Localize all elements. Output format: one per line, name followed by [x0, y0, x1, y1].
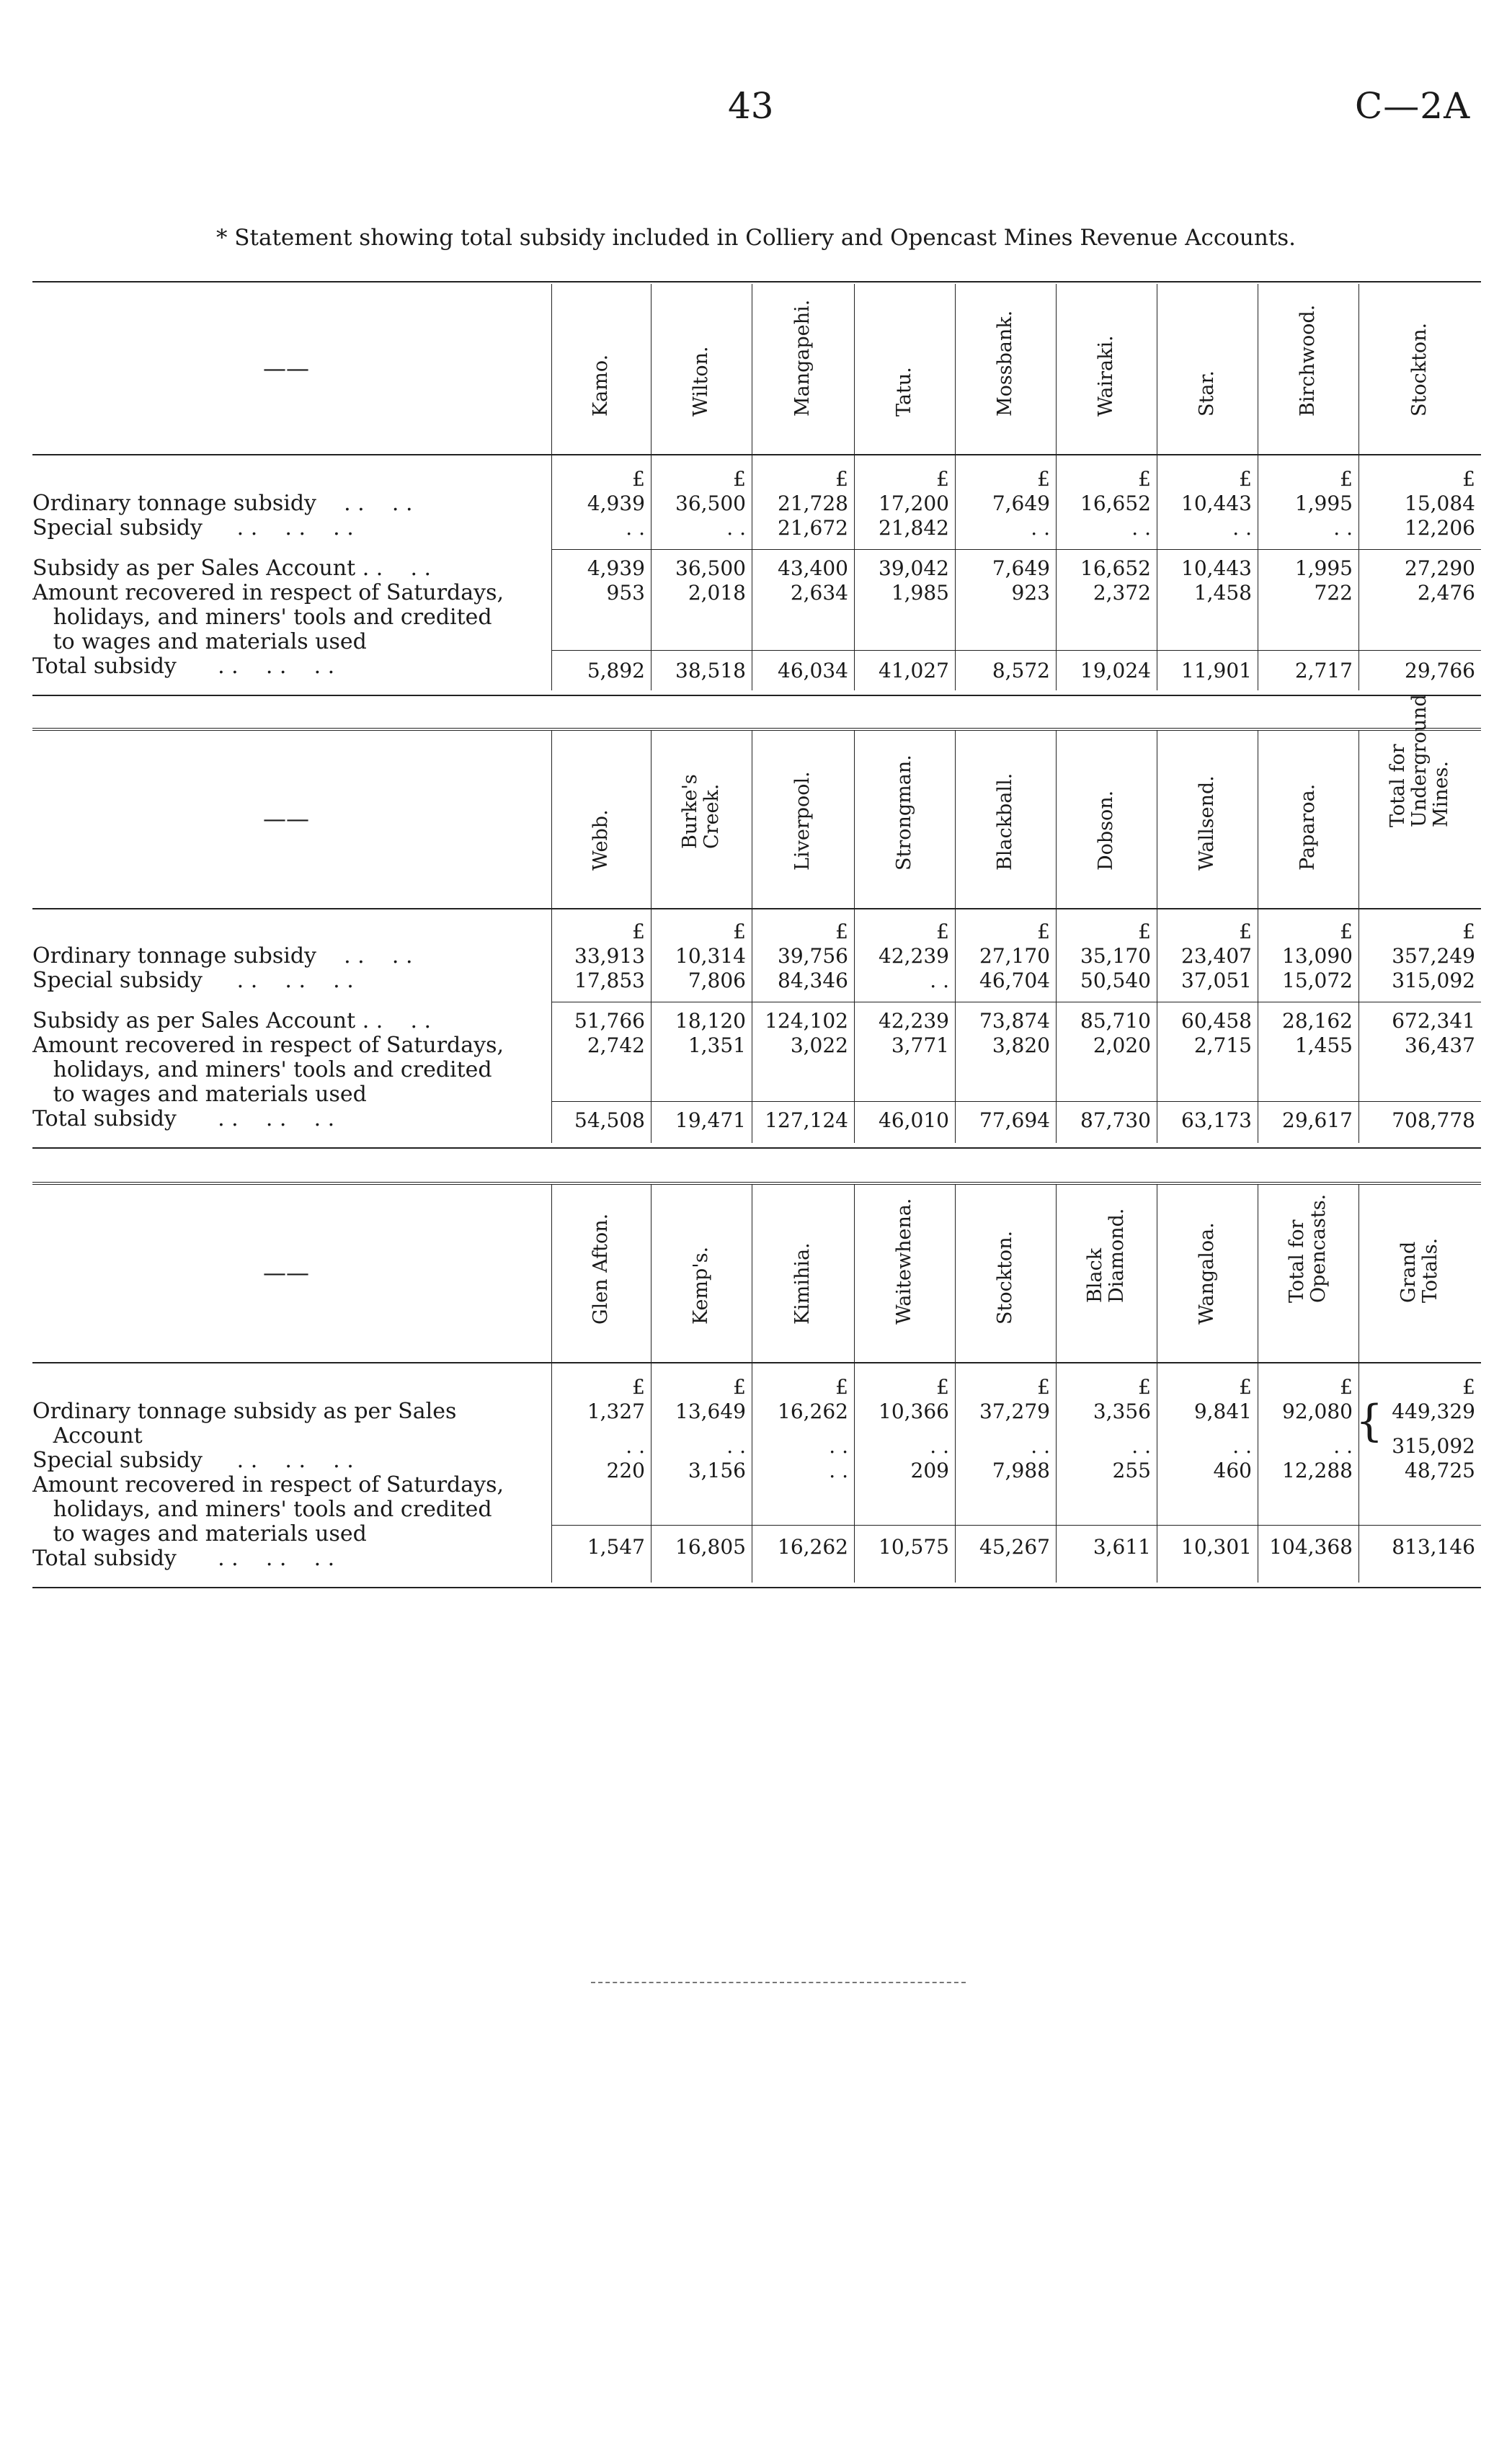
- table-cell: £: [835, 920, 848, 943]
- column-header-text: Liverpool.: [791, 771, 814, 871]
- column-header-text: Waitewhena.: [893, 1198, 915, 1325]
- row-label: to wages and materials used: [32, 629, 367, 654]
- row-label: Ordinary tonnage subsidy . . . .: [32, 943, 413, 969]
- row-label: Special subsidy . . . . . .: [32, 968, 354, 993]
- table-cell: 43,400: [778, 556, 848, 580]
- table-cell: 11,901: [1181, 659, 1252, 682]
- table-bottom-rule: [32, 695, 1481, 696]
- table-cell: . .: [1131, 1434, 1151, 1458]
- column-header-text: Stockton.: [994, 1230, 1016, 1325]
- table-cell: 38,518: [675, 659, 746, 682]
- table-cell: £: [1462, 467, 1475, 491]
- table-cell: 36,437: [1405, 1033, 1475, 1057]
- table-cell: 357,249: [1392, 944, 1475, 968]
- table-cell: 10,301: [1181, 1535, 1252, 1559]
- table-cell: 4,939: [587, 556, 645, 580]
- table-cell: £: [733, 467, 746, 491]
- table-cell: 7,649: [992, 491, 1050, 515]
- column-header-text: Webb.: [590, 809, 612, 871]
- table-cell: 50,540: [1080, 969, 1151, 992]
- row-label: Subsidy as per Sales Account . . . .: [32, 556, 432, 581]
- column-header-text: Kimihia.: [791, 1242, 814, 1325]
- table-cell: 60,458: [1181, 1009, 1252, 1033]
- table-cell: £: [835, 467, 848, 491]
- table-cell: 16,652: [1080, 556, 1151, 580]
- table-cell: 85,710: [1080, 1009, 1151, 1033]
- table-cell: 39,042: [879, 556, 949, 580]
- header-rule: [32, 908, 1481, 909]
- table-cell: 8,572: [992, 659, 1050, 682]
- table-cell: 77,694: [979, 1108, 1050, 1132]
- table-cell: 19,471: [675, 1108, 746, 1132]
- table-cell: 28,162: [1282, 1009, 1353, 1033]
- column-header-text: Total for Opencasts.: [1286, 1193, 1330, 1303]
- table-cell: 10,314: [675, 944, 746, 968]
- table-cell: £: [936, 1375, 949, 1399]
- column-header-text: Paparoa.: [1297, 783, 1319, 871]
- table-cell: 46,034: [778, 659, 848, 682]
- table-cell: 7,806: [688, 969, 746, 992]
- table-cell: £: [1037, 467, 1050, 491]
- table-cell: 672,341: [1392, 1009, 1475, 1033]
- table-cell: 21,672: [778, 516, 848, 540]
- table-cell: 10,366: [879, 1400, 949, 1423]
- table-cell: 10,575: [879, 1535, 949, 1559]
- table-cell: £: [835, 1375, 848, 1399]
- table-cell: 315,092: [1392, 1434, 1475, 1458]
- table-cell: 73,874: [979, 1009, 1050, 1033]
- table-cell: 2,476: [1417, 581, 1475, 605]
- table-cell: 84,346: [778, 969, 848, 992]
- row-label: Account: [32, 1423, 143, 1449]
- column-header-text: Stockton.: [1408, 322, 1431, 417]
- table-cell: 953: [606, 581, 645, 605]
- table-cell: 1,455: [1294, 1033, 1353, 1057]
- column-header-text: Glen Afton.: [590, 1213, 612, 1325]
- table-cell: 46,010: [879, 1108, 949, 1132]
- table-cell: 1,995: [1294, 556, 1353, 580]
- table-cell: £: [1138, 1375, 1151, 1399]
- table-cell: 54,508: [574, 1108, 645, 1132]
- row-label: Subsidy as per Sales Account . . . .: [32, 1008, 432, 1033]
- table-cell: 3,820: [992, 1033, 1050, 1057]
- table-cell: 2,634: [790, 581, 848, 605]
- table-cell: £: [1138, 920, 1151, 943]
- subtotal-rule: [551, 549, 1481, 550]
- table-cell: £: [936, 467, 949, 491]
- table-cell: . .: [829, 1459, 848, 1482]
- table-cell: 42,239: [879, 944, 949, 968]
- table-cell: . .: [829, 1434, 848, 1458]
- table-cell: 48,725: [1405, 1459, 1475, 1482]
- table-cell: 21,728: [778, 491, 848, 515]
- table-cell: £: [1340, 920, 1353, 943]
- table-cell: 39,756: [778, 944, 848, 968]
- table-cell: 27,170: [979, 944, 1050, 968]
- stub-heading: ——: [263, 1259, 309, 1286]
- column-header-text: Kemp's.: [690, 1246, 712, 1325]
- header-rule: [32, 454, 1481, 455]
- column-header-text: Total for Underground Mines.: [1387, 694, 1452, 827]
- column-header-text: Wangaloa.: [1196, 1222, 1218, 1325]
- table-cell: 7,649: [992, 556, 1050, 580]
- total-rule: [551, 1101, 1481, 1102]
- table-cell: 46,704: [979, 969, 1050, 992]
- table-top-rule: [32, 1182, 1481, 1185]
- column-header-text: Wairaki.: [1095, 335, 1117, 417]
- column-header-text: Blackball.: [994, 773, 1016, 871]
- table-cell: £: [733, 920, 746, 943]
- table-cell: £: [1239, 1375, 1252, 1399]
- stub-heading: ——: [263, 355, 309, 382]
- table-cell: 12,288: [1282, 1459, 1353, 1482]
- table-cell: £: [1340, 1375, 1353, 1399]
- row-label: Total subsidy . . . . . .: [32, 1106, 335, 1131]
- table-cell: 2,717: [1294, 659, 1353, 682]
- table-cell: 220: [606, 1459, 645, 1482]
- header-rule: [32, 1362, 1481, 1363]
- table-cell: 1,327: [587, 1400, 645, 1423]
- table-cell: . .: [1131, 516, 1151, 540]
- table-cell: 51,766: [574, 1009, 645, 1033]
- column-header-text: Kamo.: [590, 354, 612, 417]
- table-opencast: [32, 1182, 1481, 1686]
- table-cell: 209: [910, 1459, 949, 1482]
- column-header-text: Grand Totals.: [1397, 1237, 1441, 1303]
- table-cell: . .: [1031, 1434, 1050, 1458]
- table-cell: 1,351: [688, 1033, 746, 1057]
- table-cell: . .: [1232, 1434, 1252, 1458]
- row-label: holidays, and miners' tools and credited: [32, 605, 492, 630]
- table-cell: 1,458: [1193, 581, 1252, 605]
- end-rule: [591, 1982, 966, 1983]
- table-cell: £: [1037, 1375, 1050, 1399]
- table-cell: 722: [1314, 581, 1353, 605]
- column-header-text: Burke's Creek.: [679, 774, 723, 849]
- row-label: Special subsidy . . . . . .: [32, 515, 354, 540]
- table-cell: 3,156: [688, 1459, 746, 1482]
- column-header-text: Wilton.: [690, 346, 712, 417]
- table-cell: £: [632, 1375, 645, 1399]
- table-cell: 10,443: [1181, 491, 1252, 515]
- table-cell: 2,020: [1093, 1033, 1151, 1057]
- row-label: to wages and materials used: [32, 1082, 367, 1107]
- table-cell: 2,742: [587, 1033, 645, 1057]
- page-reference: C—2A: [1355, 85, 1471, 127]
- table-cell: £: [936, 920, 949, 943]
- table-cell: 1,985: [891, 581, 949, 605]
- row-label: Total subsidy . . . . . .: [32, 1546, 335, 1571]
- table-cell: 17,200: [879, 491, 949, 515]
- column-header-text: Star.: [1196, 370, 1218, 417]
- table-cell: 2,018: [688, 581, 746, 605]
- table-cell: 2,372: [1093, 581, 1151, 605]
- table-bottom-rule: [32, 1147, 1481, 1149]
- row-label: Special subsidy . . . . . .: [32, 1448, 354, 1473]
- table-cell: 15,084: [1405, 491, 1475, 515]
- table-cell: 13,649: [675, 1400, 746, 1423]
- table-cell: 449,329: [1392, 1400, 1475, 1423]
- table-cell: 12,206: [1405, 516, 1475, 540]
- table-cell: 813,146: [1392, 1535, 1475, 1559]
- table-cell: 9,841: [1193, 1400, 1252, 1423]
- table-cell: £: [1138, 467, 1151, 491]
- table-cell: 16,652: [1080, 491, 1151, 515]
- table-cell: 3,771: [891, 1033, 949, 1057]
- table-cell: . .: [626, 1434, 645, 1458]
- table-colliery-west: [32, 694, 1481, 1182]
- table-cell: 16,805: [675, 1535, 746, 1559]
- column-header-text: Birchwood.: [1297, 304, 1319, 417]
- table-cell: . .: [1333, 1434, 1353, 1458]
- table-cell: £: [632, 920, 645, 943]
- table-cell: 13,090: [1282, 944, 1353, 968]
- column-header-text: Strongman.: [893, 755, 915, 871]
- table-cell: 63,173: [1181, 1108, 1252, 1132]
- table-colliery-north: [32, 281, 1481, 728]
- table-cell: £: [1340, 467, 1353, 491]
- column-header-text: Black Diamond.: [1084, 1208, 1128, 1303]
- table-cell: 104,368: [1269, 1535, 1353, 1559]
- column-header-text: Wallsend.: [1196, 775, 1218, 871]
- table-cell: 29,617: [1282, 1108, 1353, 1132]
- table-cell: 15,072: [1282, 969, 1353, 992]
- table-cell: 923: [1011, 581, 1050, 605]
- table-cell: 87,730: [1080, 1108, 1151, 1132]
- page-number: 43: [728, 85, 774, 127]
- table-top-rule: [32, 281, 1481, 282]
- table-cell: 37,051: [1181, 969, 1252, 992]
- table-cell: . .: [930, 969, 949, 992]
- statement-caption: * Statement showing total subsidy included in Colliery and Opencast Mines Revenue Accounts.: [215, 225, 1297, 251]
- table-bottom-rule: [32, 1587, 1481, 1588]
- row-label: Ordinary tonnage subsidy . . . .: [32, 491, 413, 516]
- table-cell: 16,262: [778, 1400, 848, 1423]
- table-cell: 127,124: [765, 1108, 848, 1132]
- table-cell: 10,443: [1181, 556, 1252, 580]
- table-cell: 3,356: [1093, 1400, 1151, 1423]
- stub-heading: ——: [263, 805, 309, 832]
- row-label: holidays, and miners' tools and credited: [32, 1497, 492, 1522]
- table-cell: 42,239: [879, 1009, 949, 1033]
- column-header-text: Dobson.: [1095, 790, 1117, 871]
- table-cell: . .: [1232, 516, 1252, 540]
- row-label: holidays, and miners' tools and credited: [32, 1057, 492, 1082]
- table-cell: 3,022: [790, 1033, 848, 1057]
- table-cell: 27,290: [1405, 556, 1475, 580]
- table-top-rule: [32, 728, 1481, 731]
- table-cell: 460: [1213, 1459, 1252, 1482]
- table-cell: 7,988: [992, 1459, 1050, 1482]
- row-label: Ordinary tonnage subsidy as per Sales: [32, 1399, 457, 1424]
- table-cell: 19,024: [1080, 659, 1151, 682]
- table-cell: £: [1462, 1375, 1475, 1399]
- column-header-text: Mangapehi.: [791, 299, 814, 417]
- table-cell: 23,407: [1181, 944, 1252, 968]
- table-cell: 2,715: [1193, 1033, 1252, 1057]
- table-cell: . .: [726, 516, 746, 540]
- table-cell: 124,102: [765, 1009, 848, 1033]
- table-cell: . .: [626, 516, 645, 540]
- table-cell: £: [1239, 920, 1252, 943]
- table-cell: 36,500: [675, 491, 746, 515]
- table-cell: £: [632, 467, 645, 491]
- column-header-text: Tatu.: [893, 367, 915, 417]
- table-cell: 21,842: [879, 516, 949, 540]
- table-cell: 708,778: [1392, 1108, 1475, 1132]
- table-cell: 17,853: [574, 969, 645, 992]
- row-label: Amount recovered in respect of Saturdays,: [32, 580, 504, 605]
- table-cell: £: [1037, 920, 1050, 943]
- table-cell: 33,913: [574, 944, 645, 968]
- table-cell: 4,939: [587, 491, 645, 515]
- table-cell: . .: [726, 1434, 746, 1458]
- row-label: Amount recovered in respect of Saturdays,: [32, 1472, 504, 1498]
- total-rule: [551, 1525, 1481, 1526]
- table-cell: £: [733, 1375, 746, 1399]
- table-cell: 1,995: [1294, 491, 1353, 515]
- table-cell: 35,170: [1080, 944, 1151, 968]
- table-cell: £: [1462, 920, 1475, 943]
- row-label: Total subsidy . . . . . .: [32, 654, 335, 679]
- table-cell: 18,120: [675, 1009, 746, 1033]
- row-label: to wages and materials used: [32, 1521, 367, 1547]
- total-rule: [551, 650, 1481, 651]
- table-cell: 45,267: [979, 1535, 1050, 1559]
- table-cell: . .: [930, 1434, 949, 1458]
- column-header-text: Mossbank.: [994, 310, 1016, 417]
- table-cell: . .: [1031, 516, 1050, 540]
- table-cell: 29,766: [1405, 659, 1475, 682]
- table-cell: 41,027: [879, 659, 949, 682]
- table-cell: 315,092: [1392, 969, 1475, 992]
- table-cell: . .: [1333, 516, 1353, 540]
- table-cell: £: [1239, 467, 1252, 491]
- brace-icon: {: [1356, 1396, 1384, 1446]
- row-label: Amount recovered in respect of Saturdays,: [32, 1033, 504, 1058]
- table-cell: 37,279: [979, 1400, 1050, 1423]
- table-cell: 36,500: [675, 556, 746, 580]
- table-cell: 3,611: [1093, 1535, 1151, 1559]
- table-cell: 5,892: [587, 659, 645, 682]
- table-cell: 255: [1112, 1459, 1151, 1482]
- table-cell: 1,547: [587, 1535, 645, 1559]
- table-cell: 92,080: [1282, 1400, 1353, 1423]
- table-cell: 16,262: [778, 1535, 848, 1559]
